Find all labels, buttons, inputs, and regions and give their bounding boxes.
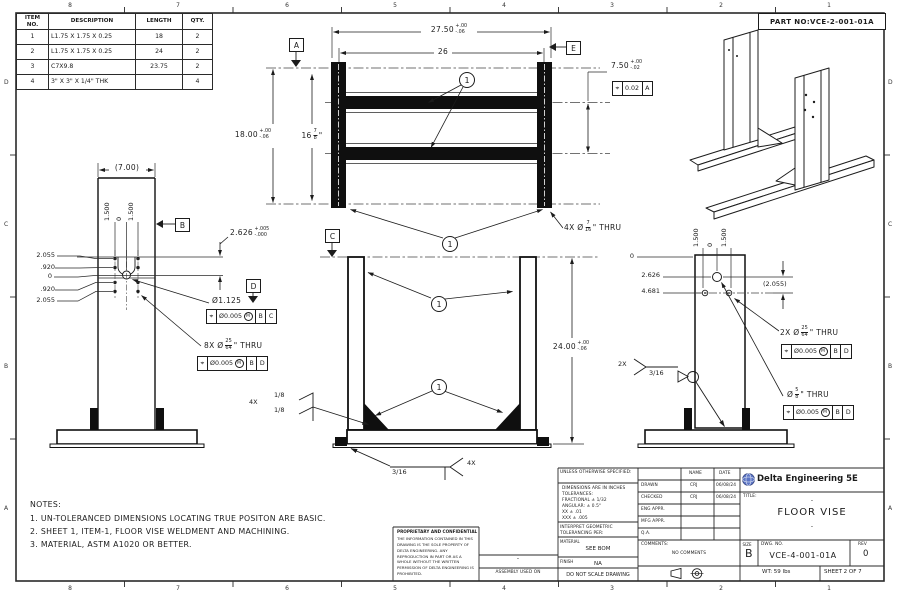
dim-hole-y1: 2.055 (36, 251, 55, 259)
bom-header-desc: DESCRIPTION (49, 14, 136, 30)
note-line: 2. SHEET 1, ITEM-1, FLOOR VISE WELDMENT AND MACHINING. (30, 527, 290, 536)
zone-right-d: D (888, 79, 893, 86)
comments-value: NO COMMENTS (671, 551, 707, 556)
zone-bottom-8: 8 (68, 585, 72, 592)
dwg-no-value: VCE-4-001-01A (769, 551, 837, 560)
bom-header-row (17, 14, 213, 30)
dim-hole-y0: 0 (47, 272, 52, 280)
dim-hole-x1: 1.500 (103, 202, 111, 221)
notes-title: NOTES: (30, 500, 62, 509)
item-balloon: 1 (431, 379, 447, 395)
bom-row (17, 45, 213, 60)
approval-name: CRJ (690, 495, 698, 500)
fcf-datum: B (247, 357, 257, 370)
hole-callout-big: Ø1.125 (212, 296, 242, 305)
position-symbol-icon: ⌖ (198, 357, 208, 370)
dim-overall-width: 27.50 +.00 -.06 (430, 24, 468, 35)
dim-hole-x0: 0 (705, 242, 714, 247)
bom-header-qty: QTY. (183, 14, 213, 30)
rev-value: 0 (863, 549, 869, 559)
size-label: SIZE (742, 541, 752, 547)
zone-top-7: 7 (176, 2, 180, 9)
position-symbol-icon: ⌖ (784, 406, 794, 419)
title-pre: - (810, 497, 814, 504)
dim-ref-spacing: (2.055) (763, 280, 787, 288)
dim-y1: 2.626 (641, 271, 660, 279)
bom-row (17, 75, 213, 90)
approval-name: CRJ (690, 483, 698, 488)
approval-label: ENG APPR. (641, 507, 665, 512)
proprietary-title: PROPRIETARY AND CONFIDENTIAL (397, 529, 478, 534)
datum-c: C (325, 229, 340, 243)
dim-y0: 0 (629, 252, 634, 260)
weld-count-base: 4X (467, 459, 476, 467)
position-tolerance-frame (781, 344, 852, 359)
fcf-datum: B (256, 310, 266, 323)
finish-value: NA (594, 560, 602, 567)
weight-value: WT: 59 lbs (762, 569, 791, 575)
mmc-modifier-icon: M (235, 359, 244, 368)
datum-e: E (566, 41, 581, 55)
spec-line: DIMENSIONS ARE IN INCHES (562, 486, 626, 491)
mmc-modifier-icon: M (244, 312, 253, 321)
proprietary-text: THE INFORMATION CONTAINED IN THIS DRAWING IS THE SOLE PROPERTY OF DELTA ENGINEERING. ANY REPRODUCTION IN PART OR AS A WHOLE WITHOUT THE WRITTEN PERMISSION OF DELTA ENGINEERING IS PROHIBITED. (397, 536, 474, 577)
bom-cell: C7X9.8 (49, 60, 136, 75)
weld-size-base: 3/16 (392, 468, 407, 476)
zone-top-3: 3 (610, 2, 614, 9)
col-name-header: NAME (689, 471, 702, 476)
bom-cell: 1 (17, 30, 49, 45)
interpret-line: INTERPRET GEOMETRIC (560, 524, 613, 530)
bom-row (17, 30, 213, 45)
fcf-datum: A (645, 85, 650, 92)
dim-hole-x2: 1.500 (126, 202, 135, 221)
col-date-header: DATE (719, 471, 731, 476)
dim-hole-x2: 1.500 (719, 228, 728, 247)
spec-line: ANGULAR: ± 0.5° (562, 504, 602, 509)
dim-y2: 4.681 (641, 287, 660, 295)
zone-left-d: D (4, 79, 9, 86)
hole-callout-2x: 2X Ø $\frac{25}{64}$ " THRU (780, 325, 839, 338)
weld-size: 3/16 (649, 369, 664, 377)
dim-hole-y2: .920 (40, 263, 55, 271)
bom-row (17, 60, 213, 75)
hole-callout-58: Ø $\frac{5}{8}$ " THRU (787, 387, 829, 400)
dim-overall-height: 24.00 +.00 -.06 (552, 341, 590, 352)
fcf-datum: D (845, 409, 851, 416)
bom-cell: L1.75 X 1.75 X 0.25 (49, 30, 136, 45)
zone-bottom-2: 2 (719, 585, 723, 592)
spec-line: FRACTIONAL ± 1/32 (562, 498, 607, 503)
dim-hole-x1: 1.500 (691, 228, 700, 247)
drawing-title: FLOOR VISE (777, 507, 847, 518)
datum-b: B (175, 218, 190, 232)
zone-top-4: 4 (502, 2, 506, 9)
position-tolerance-frame (197, 356, 268, 371)
approval-label: CHECKED (641, 495, 663, 500)
zone-right-a: A (888, 505, 893, 512)
position-tolerance-frame (206, 309, 277, 324)
spec-line: XXX ± .005 (562, 516, 588, 521)
hole-callout-8x: 8X Ø $\frac{25}{64}$ " THRU (204, 338, 263, 351)
bom-cell: 2 (17, 45, 49, 60)
next-assy-value: - (516, 555, 520, 562)
approval-date: 06/08/24 (716, 495, 737, 500)
zone-left-b: B (4, 363, 9, 370)
fcf-datum: D (843, 348, 849, 355)
fcf-datum: B (831, 345, 841, 358)
dim-depth-ref: (7.00) (114, 163, 140, 172)
zone-bottom-7: 7 (176, 585, 180, 592)
weld-count: 2X (618, 360, 627, 368)
note-line: 3. MATERIAL, ASTM A1020 OR BETTER. (30, 540, 192, 549)
zone-top-2: 2 (719, 2, 723, 9)
bom-cell: 3 (17, 60, 49, 75)
material-label: MATERIAL (560, 538, 580, 544)
dim-inner-width: 26 (437, 47, 449, 56)
bom-cell: 3" X 3" X 1/4" THK (49, 75, 136, 90)
zone-bottom-5: 5 (393, 585, 397, 592)
datum-d: D (246, 279, 261, 293)
zone-left-a: A (4, 505, 9, 512)
hole-callout-4x: 4X Ø $\frac{7}{16}$ " THRU (564, 220, 622, 233)
fcf-tolerance: Ø0.005 M (208, 357, 247, 370)
dim-overall-depth: 18.00 +.00 -.06 (234, 129, 272, 140)
dim-hole-x0: 0 (115, 216, 123, 221)
spec-line: XX ± .01 (562, 510, 582, 515)
dim-hole-y3: .920 (40, 285, 55, 293)
weld-size-bottom: 1/8 (274, 406, 285, 414)
zone-bottom-3: 3 (610, 585, 614, 592)
zone-right-c: C (888, 221, 893, 228)
bom-cell (136, 75, 183, 90)
fcf-datum: C (268, 313, 274, 320)
mmc-modifier-icon: M (821, 408, 830, 417)
position-tolerance-frame (612, 81, 653, 96)
spec-line: TOLERANCES: (562, 492, 594, 497)
dim-channel-span: 16 $\frac{7}{8}$ " (301, 128, 323, 141)
bom-header-item: ITEM NO. (17, 14, 49, 30)
zone-bottom-4: 4 (502, 585, 506, 592)
size-value: B (745, 547, 753, 560)
bom-cell: 2 (183, 45, 213, 60)
dim-hole-offset: 2.626 +.005 -.000 (230, 227, 270, 238)
bom-cell: 23.75 (136, 60, 183, 75)
bom-header-length: LENGTH (136, 14, 183, 30)
zone-bottom-1: 1 (827, 585, 831, 592)
note-line: 1. UN-TOLERANCED DIMENSIONS LOCATING TRUE POSITON ARE BASIC. (30, 514, 326, 523)
mmc-modifier-icon: M (819, 347, 828, 356)
item-balloon: 1 (442, 236, 458, 252)
bom-cell: L1.75 X 1.75 X 0.25 (49, 45, 136, 60)
position-symbol-icon: ⌖ (613, 82, 623, 95)
datum-a: A (289, 38, 304, 52)
weld-size-top: 1/8 (274, 391, 285, 399)
fcf-datum: D (259, 360, 265, 367)
fcf-datum: B (833, 406, 843, 419)
zone-top-1: 1 (827, 2, 831, 9)
weld-count: 4X (249, 398, 258, 406)
sheet-number: SHEET 2 OF 7 (824, 569, 862, 575)
bom-cell: 24 (136, 45, 183, 60)
material-value: SEE BOM (585, 546, 611, 552)
title-label: TITLE: (743, 493, 757, 499)
approval-label: Q.A. (641, 531, 651, 536)
spec-header: UNLESS OTHERWISE SPECIFIED: (560, 470, 632, 475)
bom-cell: 18 (136, 30, 183, 45)
position-tolerance-frame (783, 405, 854, 420)
bom-cell: 4 (183, 75, 213, 90)
company-name: Delta Engineering 5E (757, 474, 858, 484)
fcf-tolerance: Ø0.005 M (794, 406, 833, 419)
approval-date: 06/08/24 (716, 483, 737, 488)
fcf-tolerance: Ø0.005 M (217, 310, 256, 323)
zone-top-8: 8 (68, 2, 72, 9)
approval-label: MFG APPR. (641, 519, 666, 524)
assembly-used-on-label: ASSEMBLY USED ON (495, 570, 541, 575)
comments-label: COMMENTS: (641, 542, 669, 547)
interpret-line: TOLERANCING PER: (560, 530, 604, 536)
do-not-scale-label: DO NOT SCALE DRAWING (566, 571, 630, 578)
item-balloon: 1 (431, 296, 447, 312)
zone-top-5: 5 (393, 2, 397, 9)
title-post: - (810, 523, 814, 530)
rev-label: REV (858, 541, 867, 547)
position-symbol-icon: ⌖ (782, 345, 792, 358)
bom-cell: 4 (17, 75, 49, 90)
dwg-no-label: DWG. NO. (761, 541, 784, 547)
zone-top-6: 6 (285, 2, 289, 9)
approval-label: DRAWN (641, 483, 658, 488)
zone-left-c: C (4, 221, 9, 228)
fcf-tolerance: Ø0.005 M (792, 345, 831, 358)
bom-table (16, 13, 213, 90)
position-symbol-icon: ⌖ (207, 310, 217, 323)
dim-channel-spacing: 7.50 +.00 -.02 (611, 60, 643, 71)
bom-cell: 2 (183, 60, 213, 75)
finish-label: FINISH (560, 558, 574, 564)
zone-bottom-6: 6 (285, 585, 289, 592)
zone-right-b: B (888, 363, 893, 370)
item-balloon: 1 (459, 72, 475, 88)
part-number-box: PART NO:VCE-2-001-01A (758, 13, 886, 30)
dim-hole-y4: 2.055 (36, 296, 55, 304)
fcf-tolerance: 0.02 (623, 82, 643, 95)
bom-cell: 2 (183, 30, 213, 45)
